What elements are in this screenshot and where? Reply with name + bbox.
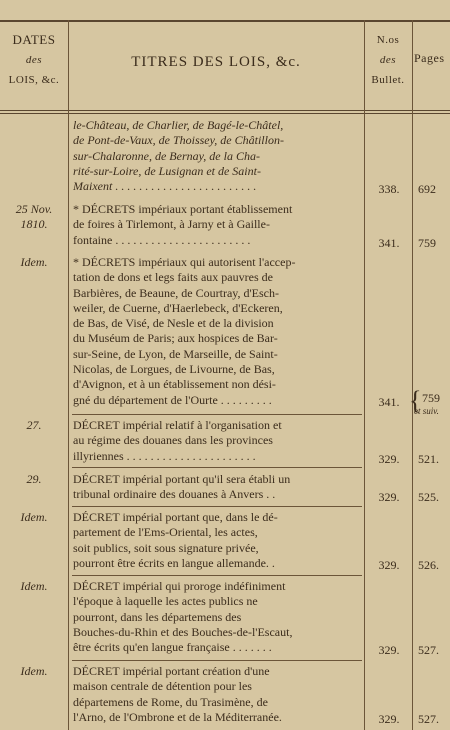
entry-text [73, 255, 360, 408]
header-bulletin-line1: N.os [376, 34, 400, 46]
text-line: pourront être écrits en langue allemande. . [73, 555, 275, 570]
entry-text [73, 579, 360, 655]
entry-text [73, 664, 360, 725]
text-line: être écrits qu'en langue française . . . . . . . [73, 640, 272, 655]
text-line: au régime des douanes dans les provinces [73, 433, 273, 448]
page-number: 527. [418, 643, 439, 657]
entry-date [4, 579, 64, 594]
text-line: de foires à Tirlemont, à Jarny et à Gaille- [73, 217, 270, 232]
page-number: 521. [418, 452, 439, 466]
entry-text [73, 118, 360, 194]
entry-date [4, 418, 64, 433]
column-divider-dates [68, 20, 69, 730]
entry-date [4, 202, 64, 232]
text-line: rité-sur-Loire, de Lusignan et de Saint- [73, 163, 261, 178]
text-line: l'époque à laquelle les actes publics ne [73, 594, 258, 609]
entry-text [73, 510, 360, 571]
date-line: Idem. [20, 579, 48, 593]
date-line: 1810. [20, 217, 48, 231]
text-line: partement de l'Ems-Oriental, les actes, [73, 525, 258, 540]
entry-text [73, 202, 360, 248]
date-line: 25 Nov. [15, 202, 53, 216]
entry-separator [72, 575, 362, 576]
entry-text [73, 418, 360, 464]
text-line: départemens de Rome, du Trasimène, de [73, 694, 268, 709]
text-line: Bouches-du-Rhin et des Bouches-de-l'Escaut, [73, 624, 293, 639]
bulletin-number: 329. [378, 712, 400, 726]
page-number: 692 [418, 182, 436, 196]
entry-date [4, 664, 64, 679]
entry-date [4, 255, 64, 270]
text-line: l'Arno, de l'Ombrone et de la Méditerranée. [73, 709, 282, 724]
text-line: sur-Seine, de Lyon, de Marseille, de Saint- [73, 346, 278, 361]
header-bulletin-line2: des [379, 54, 397, 66]
text-line: tation de dons et legs faits aux pauvres de [73, 270, 273, 285]
date-line: Idem. [20, 664, 48, 678]
text-line: soit publics, soit sous signature privée, [73, 540, 259, 555]
text-line: Barbières, de Beaune, de Courtray, d'Esch- [73, 285, 279, 300]
page-number: 759 [418, 236, 436, 250]
header-dates-line1: DATES [12, 32, 56, 47]
header-dates [0, 32, 68, 88]
bulletin-number: 329. [378, 558, 400, 572]
text-line: de Pont-de-Vaux, de Thoissey, de Châtillon- [73, 133, 284, 148]
entry-separator [72, 660, 362, 661]
bulletin-number: 338. [378, 182, 400, 196]
text-line: pourront, dans les départemens des [73, 609, 242, 624]
brace-glyph: { [409, 386, 422, 415]
page-number: 527. [418, 712, 439, 726]
date-line: 29. [26, 472, 42, 486]
bulletin-number: 341. [378, 395, 400, 409]
bulletin-number: 341. [378, 236, 400, 250]
date-line: Idem. [20, 255, 48, 269]
header-bulletin [364, 32, 412, 88]
text-line: Nicolas, de Lorgues, de Livourne, de Bas, [73, 362, 275, 377]
text-line: DÉCRET impérial portant que, dans le dé- [73, 510, 278, 524]
text-line: maison centrale de détention pour les [73, 679, 252, 694]
entry-text [73, 472, 360, 503]
text-line: fontaine . . . . . . . . . . . . . . . . . . . . . . . [73, 232, 251, 247]
bulletin-number: 329. [378, 490, 400, 504]
header-dates-line2: des [25, 54, 43, 66]
bulletin-number: 329. [378, 643, 400, 657]
text-line: * DÉCRETS impériaux portant établissement [73, 202, 293, 216]
page-number: 526. [418, 558, 439, 572]
text-line: DÉCRET impérial relatif à l'organisation et [73, 418, 282, 432]
text-line: DÉCRET impérial portant création d'une [73, 664, 270, 678]
text-line: DÉCRET impérial portant qu'il sera établi un [73, 472, 291, 486]
text-line: * DÉCRETS impériaux qui autorisent l'accep- [73, 255, 296, 269]
entry-separator [72, 506, 362, 507]
entry-date [4, 510, 64, 525]
header-bulletin-line3: Bullet. [371, 74, 405, 86]
text-line: du Muséum de Paris; aux hospices de Bar- [73, 331, 278, 346]
text-line: de Bas, de Visé, de Nesle et de la division [73, 316, 274, 331]
text-line: d'Avignon, et à un établissement non dési- [73, 377, 276, 392]
entry-separator [72, 414, 362, 415]
header-pages: Pages [414, 51, 445, 65]
text-line: Maixent . . . . . . . . . . . . . . . . . . . . . . . . [73, 179, 257, 194]
header-titles: TITRES DES LOIS, &c. [131, 54, 301, 70]
date-line: 27. [26, 418, 42, 432]
bulletin-number: 329. [378, 452, 400, 466]
column-divider-bulletin [412, 20, 413, 730]
entry-date [4, 472, 64, 487]
text-line: sur-Chalaronne, de Bernay, de la Cha- [73, 148, 260, 163]
date-line: Idem. [20, 510, 48, 524]
text-line: DÉCRET impérial qui proroge indéfiniment [73, 579, 286, 593]
page-number: 525. [418, 490, 439, 504]
text-line: weiler, de Cuerne, d'Haerlebeck, d'Eckeren, [73, 300, 283, 315]
header-dates-line3: LOIS, &c. [8, 74, 60, 86]
text-line: gné du département de l'Ourte . . . . . . . . . [73, 392, 272, 407]
text-line: le-Château, de Charlier, de Bagé-le-Châtel, [73, 118, 284, 132]
page-number: 759 [422, 391, 440, 405]
column-divider-titles [364, 20, 365, 730]
entry-separator [72, 467, 362, 468]
text-line: illyriennes . . . . . . . . . . . . . . . . . . . . . . [73, 448, 256, 463]
text-line: tribunal ordinaire des douanes à Anvers . . [73, 487, 276, 502]
page-note: et suiv. [414, 406, 439, 416]
